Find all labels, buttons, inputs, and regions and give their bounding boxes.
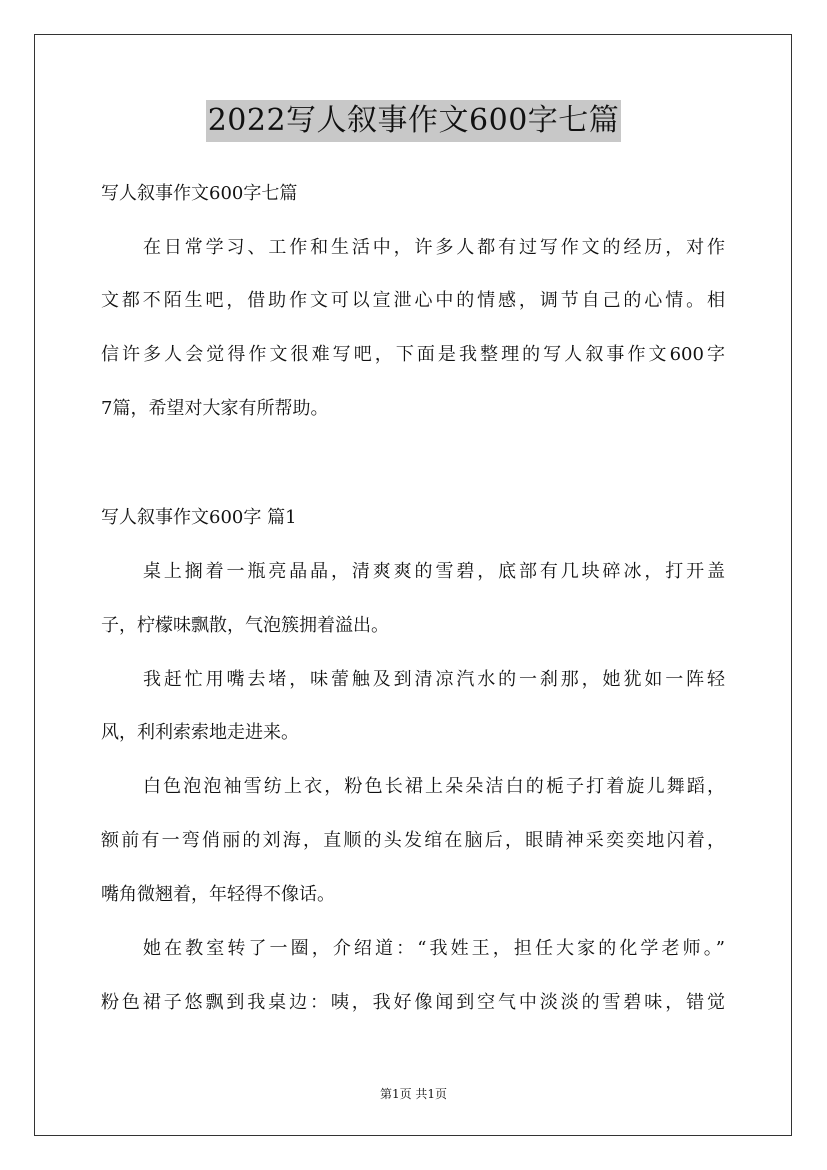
body-line-8: 她在教室转了一圈，介绍道：“我姓王，担任大家的化学老师。” [143,938,725,959]
document-subtitle: 写人叙事作文600字七篇 [101,183,298,204]
title-wrap [0,100,827,142]
intro-line-3: 信许多人会觉得作文很难写吧，下面是我整理的写人叙事作文600字 [101,344,725,365]
section-heading: 写人叙事作文600字 篇1 [101,507,297,528]
body-line-5: 白色泡泡袖雪纺上衣，粉色长裙上朵朵洁白的栀子打着旋儿舞蹈， [143,776,725,797]
page-footer: 第1页 共1页 [379,1087,448,1101]
body-line-9: 粉色裙子悠飘到我桌边：咦，我好像闻到空气中淡淡的雪碧味，错觉 [101,992,725,1013]
body-line-1: 桌上搁着一瓶亮晶晶，清爽爽的雪碧，底部有几块碎冰，打开盖 [143,561,725,582]
body-line-4: 风，利利索索地走进来。 [101,722,299,743]
intro-line-1: 在日常学习、工作和生活中，许多人都有过写作文的经历，对作 [143,237,725,258]
intro-line-2: 文都不陌生吧，借助作文可以宣泄心中的情感，调节自己的心情。相 [101,290,725,311]
body-line-7: 嘴角微翘着，年轻得不像话。 [101,884,335,905]
intro-line-4: 7篇，希望对大家有所帮助。 [101,398,329,419]
body-line-2: 子，柠檬味飘散，气泡簇拥着溢出。 [101,615,389,636]
body-line-6: 额前有一弯俏丽的刘海，直顺的头发绾在脑后，眼睛神采奕奕地闪着， [101,830,725,851]
document-title: 2022写人叙事作文600字七篇 [206,100,622,142]
body-line-3: 我赶忙用嘴去堵，味蕾触及到清凉汽水的一刹那，她犹如一阵轻 [143,669,725,690]
